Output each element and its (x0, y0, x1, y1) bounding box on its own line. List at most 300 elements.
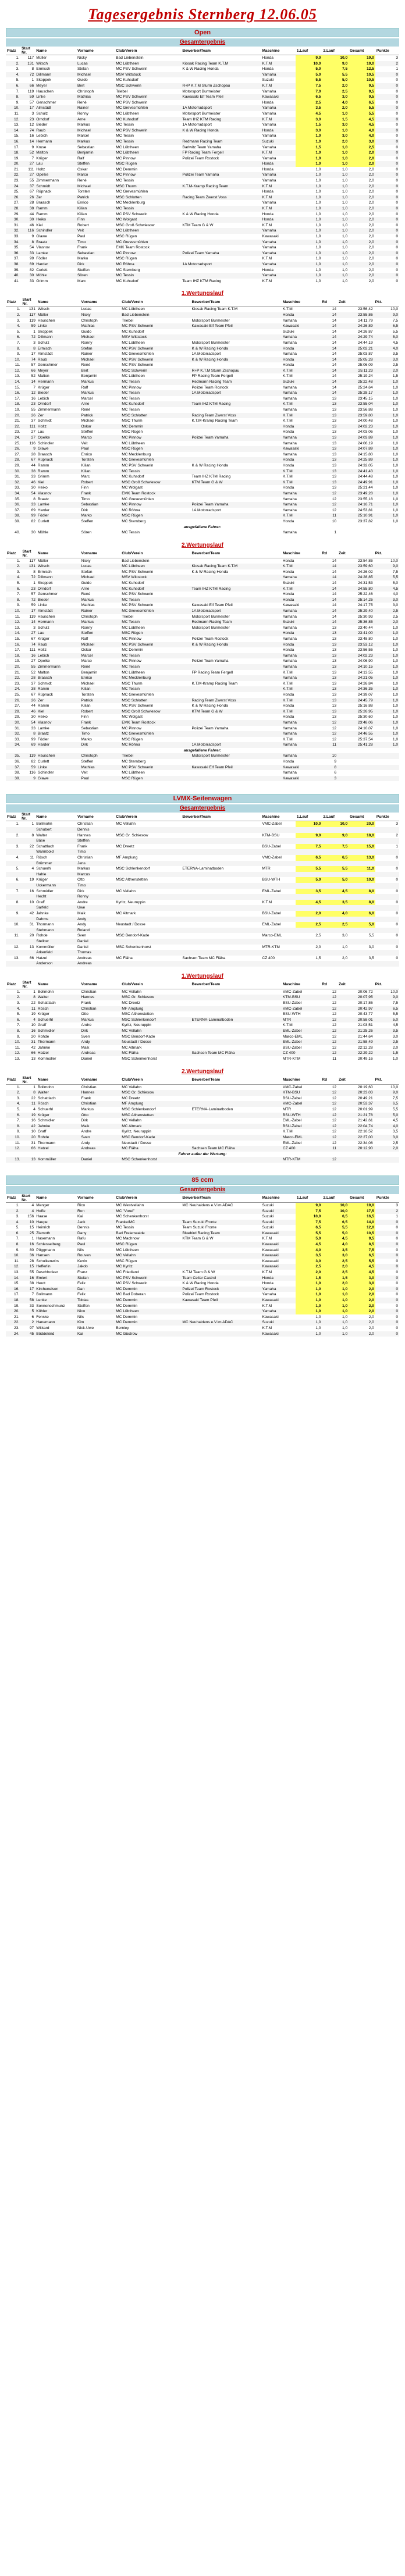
table-cell: Lucas (76, 61, 115, 67)
column-header: Vorname (80, 550, 120, 558)
table-cell: 4,5 (349, 122, 375, 128)
table-cell: Vlasnov (36, 245, 50, 250)
table-cell: 13 (332, 396, 337, 401)
table-cell: 72 (21, 597, 36, 603)
table-cell: 12 (321, 1113, 338, 1118)
table-cell: 17. (15, 648, 20, 653)
table-cell: 19 (21, 1113, 36, 1118)
table-cell: Uckermann (35, 883, 76, 889)
table-cell: 14 (21, 379, 36, 385)
table-cell: 12 (321, 1135, 338, 1141)
table-cell: 1,0 (315, 256, 321, 261)
table-cell: 24:00,48 (357, 419, 373, 423)
table-cell: 14 (332, 329, 337, 334)
table-cell: 2,0 (296, 911, 322, 917)
table-cell: 1,0 (392, 715, 398, 719)
table-cell: 13 (332, 408, 337, 412)
table-cell: 1,0 (342, 234, 348, 238)
table-cell: 6. (6, 1231, 20, 1237)
table-cell: Christian (80, 1006, 120, 1012)
table-cell: 7,5 (392, 569, 398, 574)
table-cell: 29. (15, 463, 20, 468)
table-cell: 8,0 (349, 889, 375, 895)
column-header: Maschine (282, 1076, 321, 1085)
table-row (6, 441, 399, 447)
table-cell (191, 1045, 282, 1051)
table-cell: Bollmann (36, 1292, 52, 1297)
table-cell: Christian (80, 1101, 120, 1107)
column-header: Name (37, 298, 80, 307)
table-cell: 33 (29, 279, 34, 283)
table-row (6, 351, 399, 357)
table-cell: 25. (13, 190, 20, 194)
column-header: Name (35, 47, 76, 55)
table-cell: 14. (6, 630, 21, 636)
table-cell (181, 1314, 261, 1320)
table-cell: 1. (16, 1085, 20, 1089)
table-cell: 20,0 (349, 821, 375, 827)
table-row (6, 206, 399, 212)
table-cell: Nico (76, 1309, 115, 1314)
table-cell: Bieder (37, 390, 80, 396)
table-cell: 12 (321, 1157, 338, 1163)
table-cell: 36. (6, 502, 21, 508)
table-cell: Rouven (76, 1253, 115, 1259)
table-row (6, 961, 399, 967)
table-cell: Marco-EML (282, 1135, 321, 1141)
table-row (6, 1320, 399, 1326)
table-cell: 12 (21, 390, 36, 396)
table-cell: 9,5 (349, 89, 375, 95)
table-cell: Sachsen Team MC Fläha (191, 1146, 282, 1152)
table-cell: Ralf (81, 385, 88, 390)
table-cell: Team Suzuki Fronte (181, 1220, 261, 1225)
table-cell: Raub (35, 128, 76, 134)
table-cell: Neustadt / Dosse (122, 1141, 151, 1145)
table-cell: Grimm (37, 475, 49, 479)
table-cell: 10,0 (296, 61, 322, 67)
table-row (6, 1292, 399, 1298)
table-cell (6, 827, 20, 833)
table-row (6, 597, 399, 603)
table-cell (20, 827, 35, 833)
table-cell (375, 849, 399, 855)
table-row (6, 491, 399, 497)
table-cell: 22. (6, 172, 20, 178)
table-row (6, 390, 399, 396)
table-cell: Honda (282, 760, 294, 764)
table-cell: 23:48,06 (338, 720, 374, 726)
table-cell (181, 217, 261, 223)
table-cell: 12 (321, 720, 338, 726)
table-cell (375, 917, 399, 922)
table-cell: 2,0 (349, 184, 375, 190)
column-header: Maschine (261, 813, 295, 821)
table-cell: 15 (29, 1225, 34, 1230)
table-cell: Vlasnov (37, 720, 80, 726)
table-cell: 34. (6, 742, 21, 748)
table-cell: 9 (31, 234, 34, 238)
overall-results-table (6, 1194, 399, 1337)
table-cell: 13. (15, 374, 20, 379)
table-cell: 1,0 (374, 390, 399, 396)
table-cell: 2,0 (349, 1331, 375, 1337)
table-cell: 24:41,43 (338, 469, 374, 475)
table-cell: 1,0 (392, 737, 398, 742)
class-block (6, 1175, 399, 1341)
table-row (6, 1113, 399, 1118)
table-cell (349, 917, 375, 922)
table-cell: 4 (20, 1209, 35, 1214)
table-cell: MC Kuhsdorf (122, 581, 144, 586)
table-cell: MC Wolgast (122, 715, 143, 719)
dnf-note-row (6, 1152, 399, 1157)
table-cell: 1,0 (296, 1320, 322, 1326)
table-cell: 1,0 (374, 513, 399, 519)
table-cell: 18. (6, 150, 20, 156)
table-cell (322, 861, 349, 867)
table-cell: 11. (14, 1259, 20, 1263)
table-cell: 21. (15, 419, 20, 423)
table-cell: 0 (396, 889, 398, 893)
table-cell: 7,5 (322, 66, 349, 72)
table-cell: 5,5 (392, 329, 398, 334)
table-cell: 24:28,85 (338, 575, 374, 580)
table-cell: Steffen (81, 430, 94, 434)
table-cell: Andreas (76, 961, 115, 967)
table-cell: Schuerhl (37, 1017, 80, 1023)
table-cell (6, 894, 20, 900)
table-cell: 2,0 (342, 956, 348, 960)
column-header: Vorname (80, 298, 120, 307)
table-cell: 19. (13, 156, 20, 161)
table-cell: Honda (282, 363, 294, 368)
table-cell: 69 (31, 508, 35, 512)
table-cell: 1,0 (322, 1303, 349, 1309)
table-cell: MSC Schenkenhorst (116, 945, 151, 949)
table-cell: 1,0 (374, 709, 399, 715)
table-cell: 0 (396, 145, 398, 149)
table-cell: Emlert (35, 1275, 76, 1281)
table-cell: Sonnenschmunz (36, 1303, 65, 1308)
table-cell: René (81, 363, 91, 368)
table-cell (181, 833, 261, 839)
table-cell: 0 (396, 78, 398, 83)
table-cell: 0 (396, 1237, 398, 1241)
table-cell: Yamaha (282, 726, 297, 731)
table-cell: 1,5 (296, 122, 322, 128)
table-cell: FP Racing Team Fergell (181, 150, 261, 156)
table-cell: 23 (20, 117, 35, 123)
table-cell: MC Tessin (116, 134, 134, 138)
table-cell: 14 (321, 312, 338, 318)
table-cell: MC Lübtheen (115, 61, 181, 67)
table-row (6, 1236, 399, 1242)
table-cell: 80 (29, 1248, 34, 1252)
table-cell: K.T.M (282, 419, 293, 423)
table-cell (374, 776, 399, 782)
table-cell: 1,0 (322, 1292, 349, 1298)
header-row (6, 298, 399, 307)
table-row (6, 1039, 399, 1045)
table-cell: Almstädt (37, 608, 80, 614)
table-cell: Schulz (37, 625, 49, 630)
table-row (6, 726, 399, 732)
table-cell: 7 (31, 156, 34, 161)
table-row (6, 989, 399, 995)
table-row (6, 401, 399, 407)
table-cell: 3,0 (392, 1034, 398, 1039)
table-cell: Marcel (80, 653, 120, 659)
table-cell: 24:26,89 (338, 323, 374, 329)
table-cell: 59 (21, 765, 36, 771)
table-cell: Yamaha (282, 753, 321, 759)
table-cell: Timo (80, 731, 120, 737)
table-row (6, 731, 399, 737)
table-cell: 131 (21, 564, 36, 569)
table-row (6, 1270, 399, 1275)
table-cell: 111 (21, 424, 36, 430)
table-cell: Honda (282, 486, 294, 490)
table-cell: Kilian (77, 212, 87, 216)
table-cell: 37 (31, 681, 35, 686)
column-header: Start Nr. (20, 47, 35, 55)
table-cell: 38 (29, 1281, 34, 1286)
table-cell: 27 (31, 430, 35, 434)
table-cell: 20:07,95 (338, 995, 374, 1000)
table-cell: Rico (77, 1203, 86, 1207)
table-cell: Benjamin (81, 374, 97, 379)
table-cell: 0 (396, 1292, 398, 1297)
table-cell: 23:56,88 (357, 408, 373, 412)
table-cell: EMK Team Rostock (120, 720, 190, 726)
table-cell: 31 (31, 1141, 35, 1145)
table-cell: 1,0 (322, 217, 349, 223)
table-cell: 5,0 (322, 1231, 349, 1237)
table-cell: BSU-WTH (282, 1012, 301, 1017)
table-cell: 26 (21, 698, 36, 704)
table-cell: MSC Schlenkendorf (116, 867, 150, 871)
table-cell: 12. (6, 117, 20, 123)
table-cell: 2,5 (315, 934, 321, 938)
table-cell: 24:55,80 (338, 586, 374, 592)
table-cell (181, 849, 261, 855)
table-cell: Honda (282, 457, 321, 463)
table-cell (322, 827, 349, 833)
table-cell: Rüpnack (37, 457, 80, 463)
table-cell: Oskar (77, 167, 88, 172)
column-header: Zeit (338, 298, 374, 307)
table-cell (20, 883, 35, 889)
results-page (6, 0, 399, 1341)
table-cell: 0 (396, 856, 398, 860)
table-cell: Menger (36, 1203, 49, 1207)
table-cell: 46 (21, 480, 36, 486)
table-cell: 99 (31, 737, 35, 742)
table-cell: Lamke (37, 726, 49, 731)
table-cell: K.T.M (282, 698, 321, 704)
table-cell: 8 (31, 833, 34, 838)
table-row (6, 1253, 399, 1259)
table-cell: 2,5 (296, 100, 322, 106)
table-cell: Kawasaki (282, 765, 321, 771)
table-cell: Lenke (35, 1298, 76, 1303)
table-cell: Kiel (37, 480, 80, 486)
table-cell: Zer (37, 413, 80, 419)
table-cell: 1A Motorradsport (191, 608, 282, 614)
table-cell: 23:45,15 (357, 396, 373, 401)
table-cell: 1,0 (392, 419, 398, 423)
table-cell: 11. (15, 1141, 20, 1145)
column-header: Pkt. (374, 1076, 399, 1085)
table-cell: 16 (20, 1242, 35, 1248)
table-cell: K & W Racing Honda (191, 463, 228, 468)
column-header: 2.Lauf (322, 1194, 349, 1203)
table-cell: Suzuki (262, 1214, 274, 1219)
table-cell: MC Tessin (120, 653, 190, 659)
table-cell: 1,0 (374, 446, 399, 452)
table-row (6, 636, 399, 642)
column-header: Bewerber/Team (191, 981, 282, 989)
table-cell: 39. (13, 268, 20, 272)
table-cell: Braatz (37, 497, 49, 501)
table-cell: 31 (21, 1039, 36, 1045)
table-cell: Holtz (37, 648, 47, 653)
table-cell: 4. (16, 856, 20, 860)
table-cell: 1,0 (315, 223, 321, 227)
table-cell: 9. (16, 603, 20, 608)
table-cell (6, 928, 20, 934)
table-cell: 21:42,61 (357, 1118, 373, 1123)
table-cell: Yamaha (262, 179, 276, 183)
table-cell (6, 905, 20, 911)
table-cell: 0 (396, 190, 398, 194)
table-cell: 1,0 (392, 475, 398, 479)
table-cell: FP Racing Team Fergell (191, 670, 233, 675)
table-cell: Kyritz, Neuruppin (116, 900, 145, 904)
table-cell: 9 (31, 145, 34, 149)
table-row (6, 877, 399, 883)
table-cell: 11. (15, 1045, 20, 1050)
table-cell: 24:17,75 (357, 603, 373, 608)
table-cell: Andreas (77, 956, 92, 960)
table-cell (296, 928, 322, 934)
table-cell: 32. (6, 480, 21, 486)
table-cell: Marko (80, 513, 120, 519)
table-cell: K.T.M (282, 686, 321, 692)
table-cell: MC Tessin (116, 1225, 134, 1230)
table-cell: 12 (321, 1124, 338, 1130)
table-cell: 5,5 (349, 105, 375, 111)
table-cell: 1,0 (315, 201, 321, 205)
table-cell: 1A Motorradsport (182, 123, 212, 127)
table-cell: 42 (21, 1124, 36, 1130)
table-cell (181, 234, 261, 240)
table-cell: 12. (6, 1146, 21, 1152)
table-cell: 0 (375, 1253, 399, 1259)
table-cell: Bluebird Racing Team (181, 1231, 261, 1237)
table-cell: Schindler (37, 771, 54, 775)
table-cell (191, 334, 282, 340)
table-cell: 0 (375, 195, 399, 201)
dnf-note: ausgefallene Fahrer: (6, 748, 399, 754)
table-cell (181, 1248, 261, 1253)
table-cell: 8. (6, 597, 21, 603)
table-cell: 4,0 (349, 133, 375, 139)
table-cell: Motorsport Burmeister (182, 89, 221, 94)
table-cell: 4,5 (349, 117, 375, 123)
table-cell: 20:53,37 (338, 1101, 374, 1107)
dnf-note: ausgefallene Fahrer: (6, 525, 399, 530)
table-cell: 5,5 (296, 77, 322, 83)
table-cell: 0 (396, 256, 398, 261)
table-cell: 1,0 (322, 145, 349, 151)
table-row (6, 424, 399, 430)
table-cell: Steffen (81, 519, 94, 523)
table-cell: Nicky (77, 56, 87, 60)
table-cell: K & W Racing Honda (191, 569, 228, 574)
table-cell: René (81, 592, 91, 597)
table-row (6, 1275, 399, 1281)
table-cell: 13. (15, 1057, 20, 1061)
table-cell: 14 (321, 379, 338, 385)
table-cell: 10,0 (390, 307, 398, 312)
table-cell: MC Lübtheen (116, 145, 139, 149)
table-cell: 5,5 (374, 575, 399, 580)
table-cell: MSC Rügen (120, 446, 190, 452)
column-header: Name (37, 981, 80, 989)
heat-results-table (6, 981, 399, 1062)
table-cell: Rohde (37, 1135, 80, 1141)
table-cell: Jahnke (37, 1124, 80, 1130)
table-cell: Arkenfeld (35, 950, 76, 956)
table-cell: Ramm (37, 469, 80, 475)
table-cell: 7. (16, 340, 20, 345)
table-cell: Redmann Racing Team (181, 139, 261, 145)
table-cell: Suzuki (261, 139, 295, 145)
table-cell: Yamaha (261, 240, 295, 245)
table-cell: Honda (282, 346, 321, 352)
table-cell: 97 (29, 1326, 34, 1330)
table-cell: Brümmer (35, 861, 76, 867)
table-row (6, 368, 399, 374)
table-cell: Genschmer (37, 592, 58, 597)
table-cell: Andre (81, 1130, 92, 1134)
table-cell: 9. (16, 911, 20, 915)
table-cell: 10 (20, 1220, 35, 1225)
table-row (6, 664, 399, 670)
table-cell: Polizei Team Rostock (191, 637, 229, 641)
table-cell: BSU-Zabel (282, 1096, 302, 1100)
table-cell: Müller (37, 558, 48, 563)
table-cell: 2,0 (349, 1298, 375, 1303)
table-cell: 9,0 (322, 61, 349, 67)
table-cell (296, 961, 322, 967)
table-cell: 5,5 (322, 866, 349, 872)
table-row (6, 83, 399, 89)
table-cell: 2,0 (368, 245, 374, 250)
table-cell: 3,0 (342, 934, 348, 938)
table-cell: K & W Racing Honda (182, 1281, 219, 1286)
table-cell (349, 849, 375, 855)
table-cell: 2. (6, 312, 21, 318)
table-cell: Glawe (37, 776, 80, 782)
table-cell: Yamaha (282, 659, 297, 664)
table-row (6, 1326, 399, 1331)
table-cell: Marco (76, 172, 115, 178)
table-cell: 4,5 (296, 1242, 322, 1248)
table-cell: Stefan (80, 346, 120, 352)
